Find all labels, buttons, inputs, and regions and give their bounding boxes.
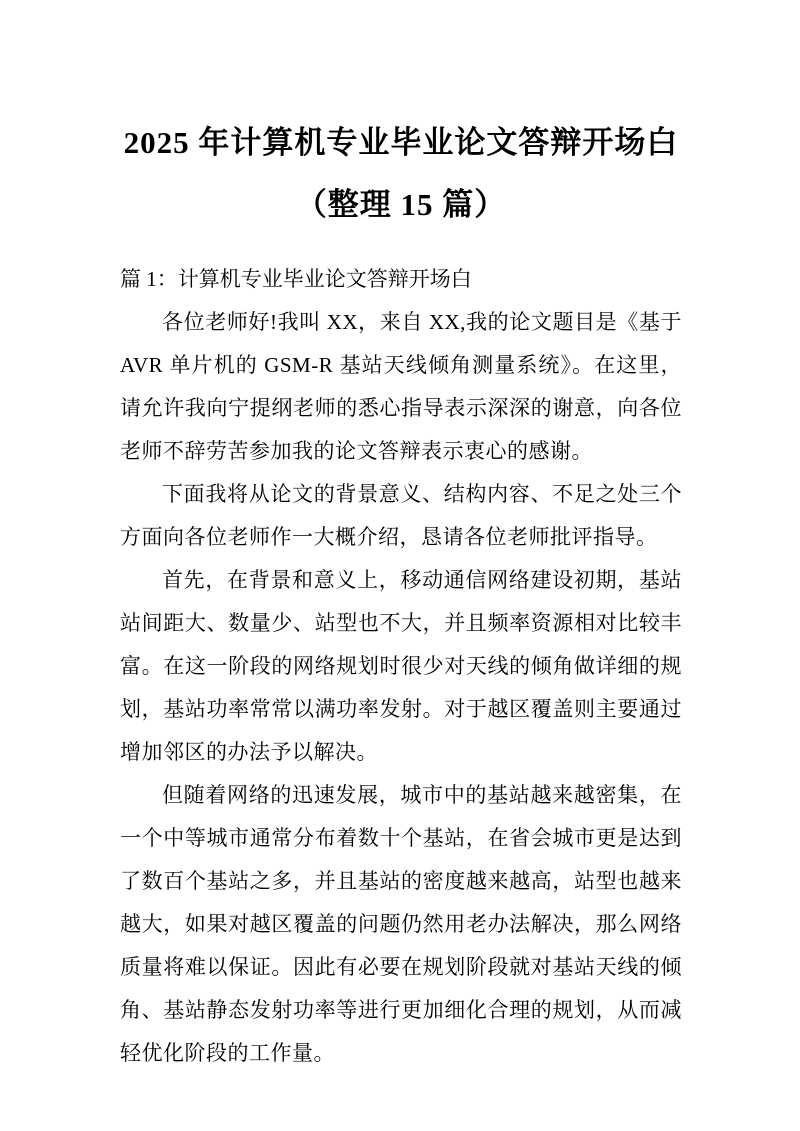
paragraph-outline: 下面我将从论文的背景意义、结构内容、不足之处三个方面向各位老师作一大概介绍，恳请各位老师批评指导。 [120, 482, 682, 549]
paragraph-background: 首先，在背景和意义上，移动通信网络建设初期，基站站间距大、数量少、站型也不大，并且频率资源相对比较丰富。在这一阶段的网络规划时很少对天线的倾角做详细的规划，基站功率常常以满功率发射。对于越区覆盖则主要通过增加邻区的办法予以解决。 [120, 568, 682, 764]
section-heading: 篇 1：计算机专业毕业论文答辩开场白 [120, 267, 472, 291]
document-title: 2025 年计算机专业毕业论文答辩开场白（整理 15 篇） [123, 125, 679, 222]
paragraph-greeting: 各位老师好!我叫 XX，来自 XX,我的论文题目是《基于 AVR 单片机的 GSM-R 基站天线倾角测量系统》。在这里，请允许我向宁提纲老师的悉心指导表示深深的谢意，向各位老师不辞劳苦参加我的论文答辩表示衷心的感谢。 [120, 310, 682, 463]
paragraph-network-development: 但随着网络的迅速发展，城市中的基站越来越密集，在一个中等城市通常分布着数十个基站，在省会城市更是达到了数百个基站之多，并且基站的密度越来越高，站型也越来越大，如果对越区覆盖的问题仍然用老办法解决，那么网络质量将难以保证。因此有必要在规划阶段就对基站天线的倾角、基站静态发射功率等进行更加细化合理的规划，从而减轻优化阶段的工作量。 [120, 783, 682, 1065]
